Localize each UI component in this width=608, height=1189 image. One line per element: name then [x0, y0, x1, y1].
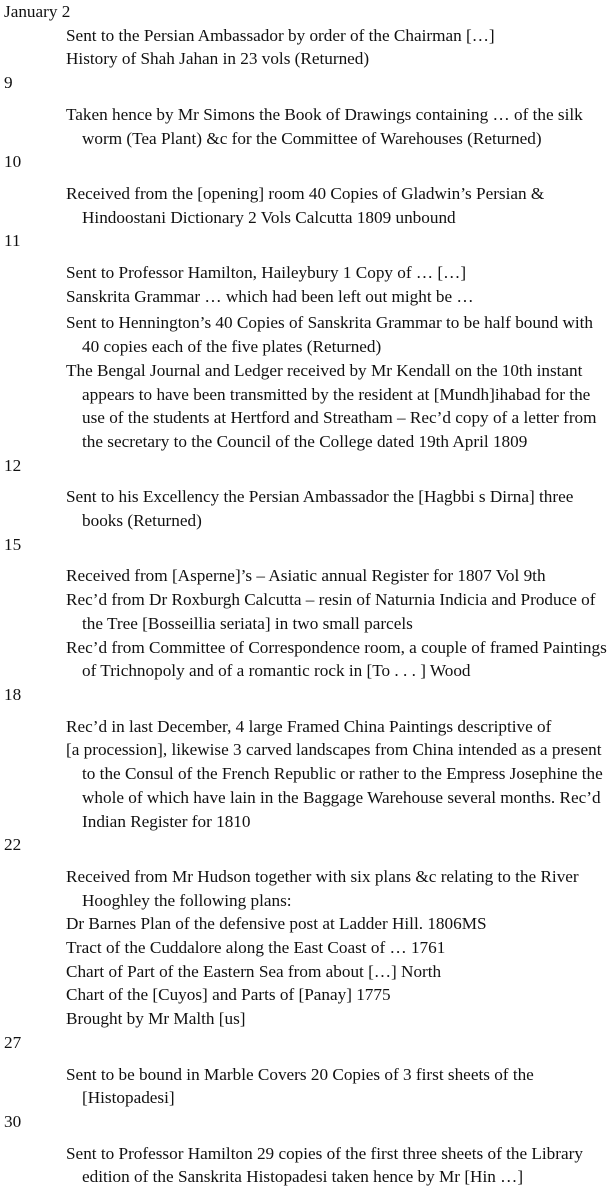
entry-date: 22 — [4, 835, 22, 855]
entry-text: Dr Barnes Plan of the defensive post at Ladder Hill. 1806MS — [66, 914, 487, 934]
entry-text: Rec’d from Committee of Correspondence room, a couple of framed Paintings of Trichnopoly and of a romantic rock in [To . . . ] Wood — [66, 637, 607, 681]
entry-text: Brought by Mr Malth [us] — [66, 1009, 246, 1029]
entry-date: 12 — [4, 455, 22, 475]
entry-text: Rec’d in last December, 4 large Framed China Paintings descriptive of — [66, 716, 552, 736]
entry-group-jan-2 — [4, 0, 608, 71]
entry-text: Received from [Asperne]’s – Asiatic annual Register for 1807 Vol 9th — [66, 566, 546, 586]
entry-text: Received from Mr Hudson together with six plans &c relating to the River Hooghley the following plans: — [66, 866, 579, 910]
entry-group-10 — [4, 150, 608, 229]
entry-text: Sent to his Excellency the Persian Ambassador the [Hagbbi s Dirna] three books (Returned) — [66, 487, 574, 531]
entry-text: The Bengal Journal and Ledger received by Mr Kendall on the 10th instant appears to have been transmitted by the resident at [Mundh]ihabad for the use of the students at Hertford and Streatham – Rec’d copy of a letter from the secretary to the Council of the College dated 19th April 1809 — [66, 360, 597, 451]
entry-text: Sent to Professor Hamilton 29 copies of the first three sheets of the Library edition of the Sanskrita Histopadesi taken hence by Mr [Hin …] — [66, 1143, 583, 1187]
entry-group-27 — [4, 1031, 608, 1110]
entry-group-12 — [4, 454, 608, 533]
entry-text: Tract of the Cuddalore along the East Coast of … 1761 — [66, 938, 446, 958]
entry-text: History of Shah Jahan in 23 vols (Returned) — [66, 49, 370, 69]
entry-date: 30 — [4, 1111, 22, 1131]
entry-date: 15 — [4, 534, 22, 554]
entry-text: Chart of Part of the Eastern Sea from about […] North — [66, 961, 442, 981]
entry-group-11 — [4, 229, 608, 453]
entry-text: Sanskrita Grammar … which had been left out might be … — [66, 286, 474, 306]
entry-text: Sent to Professor Hamilton, Haileybury 1 Copy of … […] — [66, 263, 467, 283]
entry-text: Sent to the Persian Ambassador by order of the Chairman […] — [66, 25, 495, 45]
entry-group-22 — [4, 833, 608, 1031]
entry-date: 10 — [4, 152, 22, 172]
entry-date: 9 — [4, 73, 13, 93]
entry-text: [a procession], likewise 3 carved landscapes from China intended as a present to the Consul of the French Republic or rather to the Empress Josephine the whole of which have lain in the Baggage Warehouse several months. Rec’d Indian Register for 1810 — [66, 740, 603, 831]
entry-date: January 2 — [4, 2, 71, 21]
entry-date: 27 — [4, 1032, 22, 1052]
entry-group-18 — [4, 683, 608, 833]
entry-text: Received from the [opening] room 40 Copies of Gladwin’s Persian & Hindoostani Dictionary 2 Vols Calcutta 1809 unbound — [66, 183, 545, 227]
entry-text: Chart of the [Cuyos] and Parts of [Panay] 1775 — [66, 985, 391, 1005]
entry-text: Taken hence by Mr Simons the Book of Drawings containing … of the silk worm (Tea Plant) &c for the Committee of Warehouses (Returned) — [66, 104, 583, 148]
entry-text: Sent to Hennington’s 40 Copies of Sanskrita Grammar to be half bound with 40 copies each of the five plates (Returned) — [66, 313, 594, 357]
entry-text: Sent to be bound in Marble Covers 20 Copies of 3 first sheets of the [Histopadesi] — [66, 1064, 534, 1108]
entry-text: Rec’d from Dr Roxburgh Calcutta – resin of Naturnia Indicia and Produce of the Tree [Bosseillia seriata] in two small parcels — [66, 590, 596, 633]
entry-group-9 — [4, 71, 608, 150]
entry-group-30 — [4, 1110, 608, 1189]
entry-date: 18 — [4, 684, 22, 704]
entry-date: 11 — [4, 231, 21, 251]
entry-group-15 — [4, 533, 608, 683]
